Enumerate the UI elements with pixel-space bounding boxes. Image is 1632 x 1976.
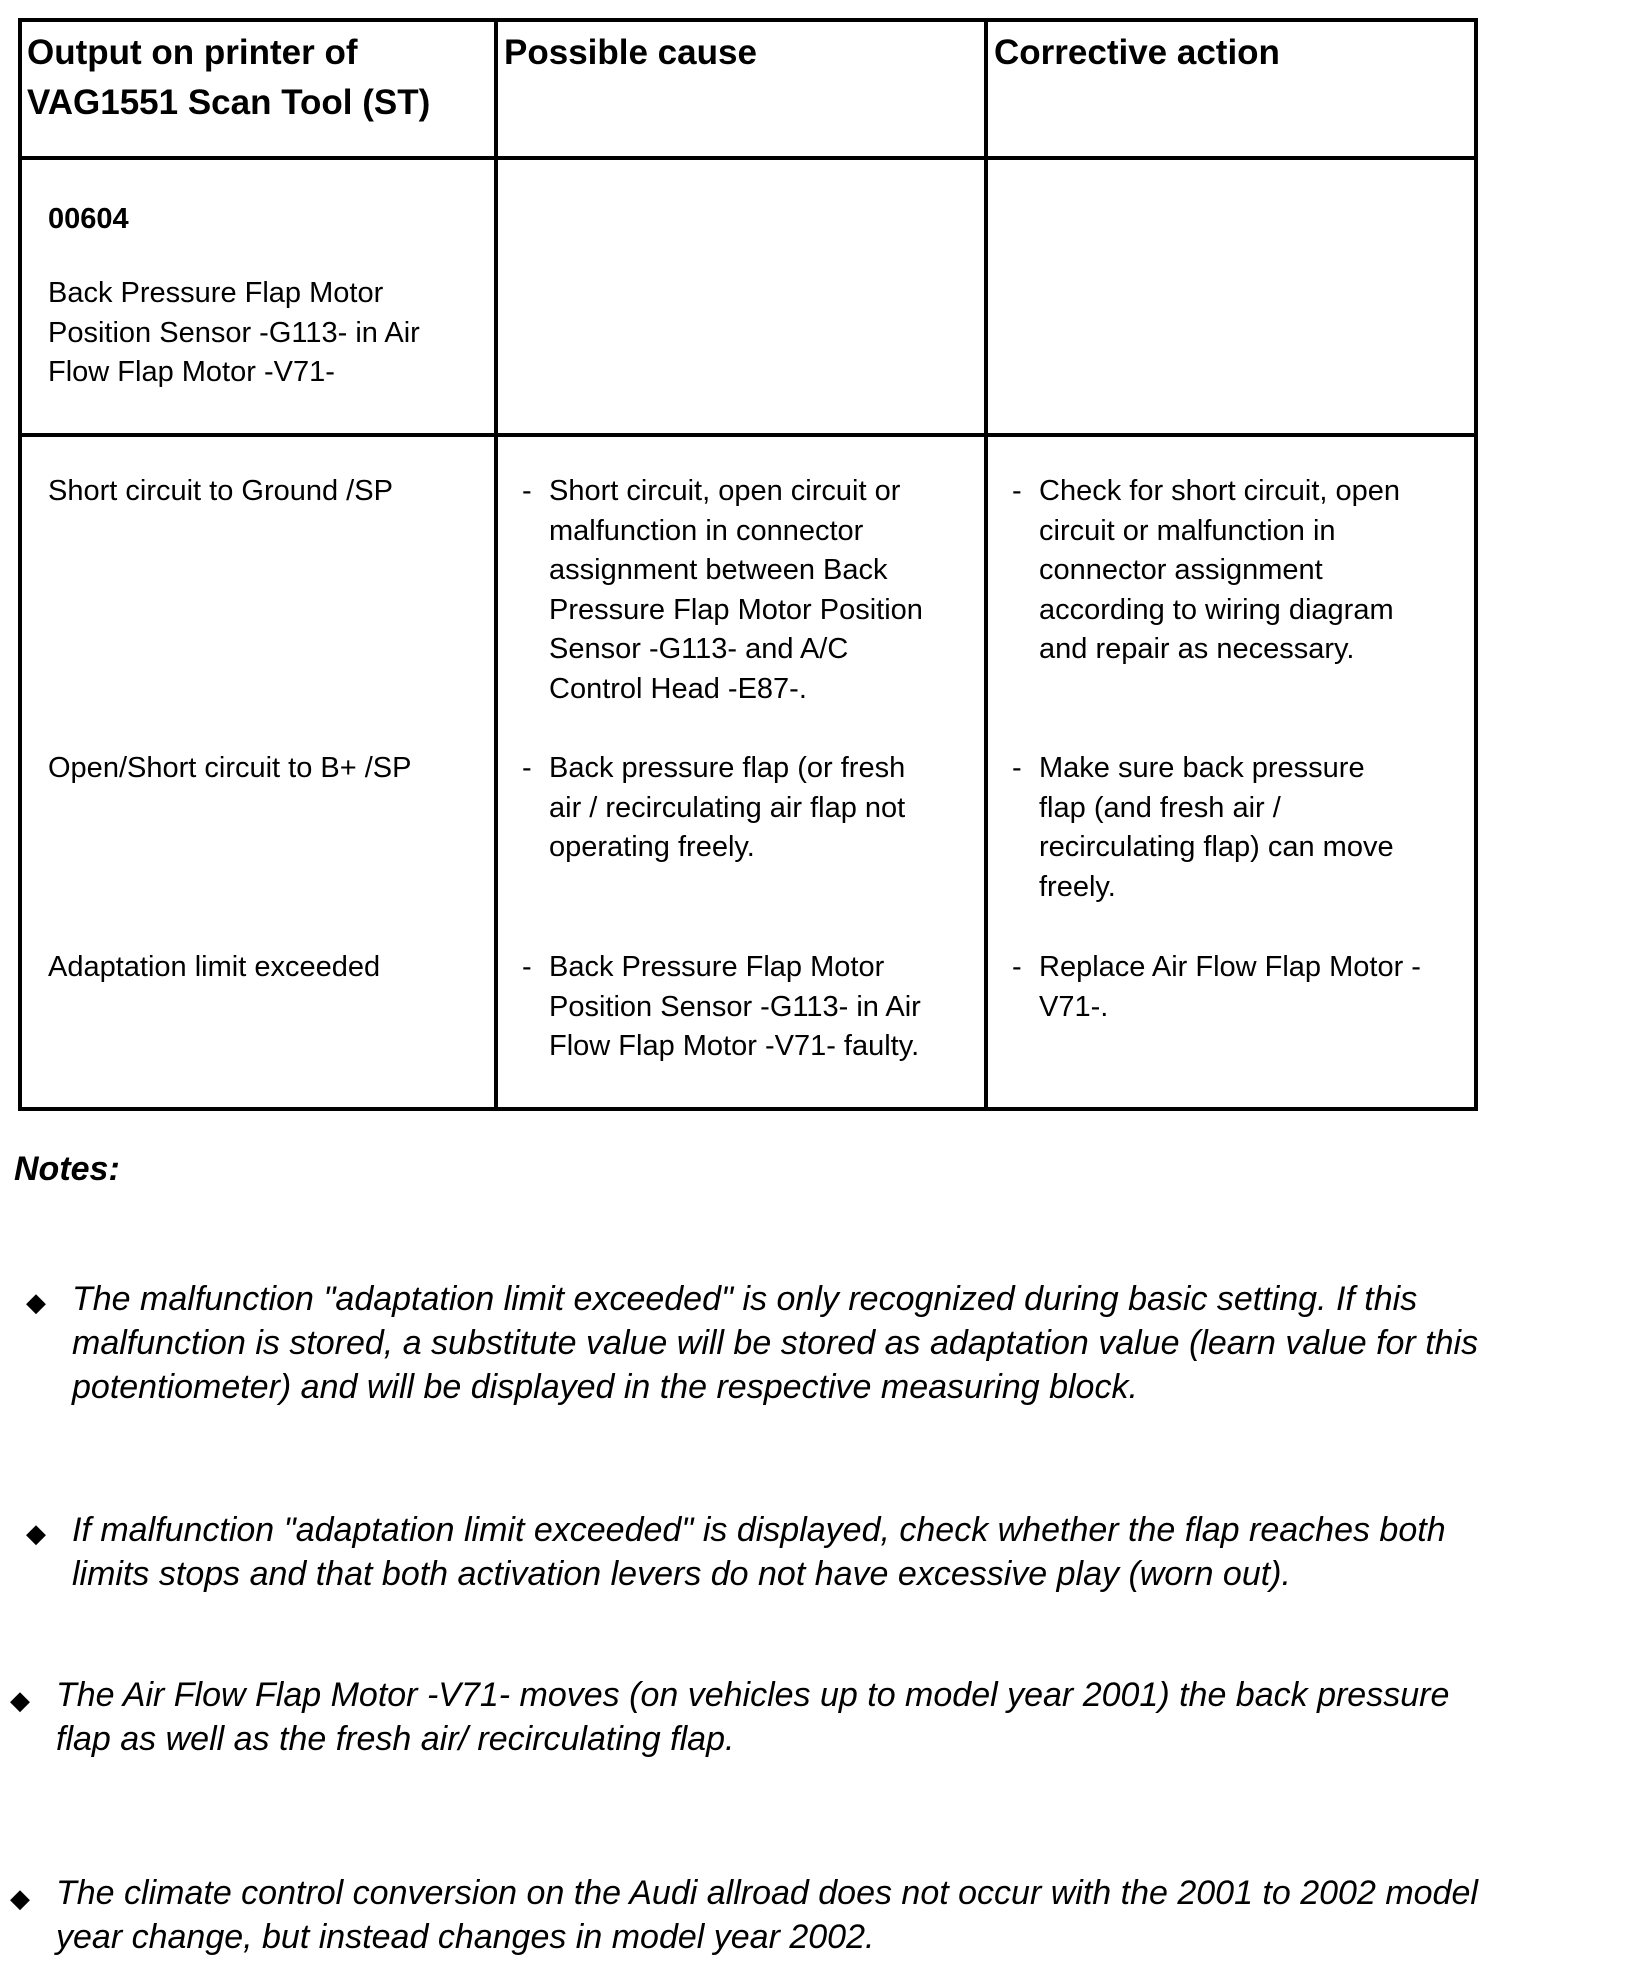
header-output-line: Output on printer of	[27, 33, 358, 72]
action-line: and repair as necessary.	[1039, 633, 1355, 665]
action-text	[1039, 948, 1459, 1027]
action-line: Check for short circuit, open	[1039, 475, 1401, 507]
cause-line: Back pressure flap (or fresh	[549, 752, 906, 784]
note-item	[56, 1673, 1596, 1761]
output-text: Adaptation limit exceeded	[48, 951, 381, 983]
output-text: Short circuit to Ground /SP	[48, 475, 393, 507]
diamond-bullet-icon: ◆	[10, 1685, 30, 1715]
action-line: flap (and fresh air /	[1039, 791, 1281, 824]
action-line: Make sure back pressure	[1039, 752, 1365, 784]
note-line: The climate control conversion on the Audi allroad does not occur with the 2001 to 2002 model	[56, 1874, 1478, 1912]
cause-line: Back Pressure Flap Motor	[549, 951, 885, 983]
action-line: circuit or malfunction in	[1039, 514, 1336, 547]
note-line: The malfunction "adaptation limit exceeded" is only recognized during basic setting. If this	[72, 1280, 1418, 1318]
dash-marker: -	[1012, 752, 1022, 784]
cause-line: Sensor -G113- and A/C	[549, 633, 849, 665]
dash-marker: -	[522, 752, 532, 784]
action-line: freely.	[1039, 870, 1116, 903]
dash-marker: -	[522, 475, 532, 507]
fault-code: 00604	[48, 203, 129, 235]
note-line: potentiometer) and will be displayed in the respective measuring block.	[72, 1368, 1138, 1406]
fault-name-line: Back Pressure Flap Motor	[48, 277, 384, 309]
diamond-bullet-icon: ◆	[26, 1518, 46, 1548]
notes-title: Notes:	[14, 1150, 120, 1188]
action-text	[1039, 472, 1459, 670]
diagnostic-table	[18, 18, 1478, 1111]
note-line: If malfunction "adaptation limit exceeded" is displayed, check whether the flap reaches both	[72, 1511, 1446, 1549]
dash-marker: -	[522, 951, 532, 983]
header-output-line: VAG1551 Scan Tool (ST)	[27, 83, 431, 122]
column-divider	[984, 22, 988, 1107]
cause-line: Short circuit, open circuit or	[549, 475, 901, 507]
fault-name-line: Position Sensor -G113- in Air	[48, 316, 420, 349]
dash-marker: -	[1012, 475, 1022, 507]
action-text	[1039, 749, 1459, 907]
output-text: Open/Short circuit to B+ /SP	[48, 752, 412, 784]
header-corrective-action: Corrective action	[994, 33, 1280, 72]
action-line: according to wiring diagram	[1039, 593, 1394, 626]
row-divider	[22, 433, 1474, 437]
note-item	[72, 1277, 1572, 1409]
action-line: V71-.	[1039, 990, 1109, 1023]
action-line: connector assignment	[1039, 554, 1323, 586]
dash-marker: -	[1012, 951, 1022, 983]
note-line: malfunction is stored, a substitute value will be stored as adaptation value (learn value for this	[72, 1324, 1479, 1362]
cause-line: Pressure Flap Motor Position	[549, 593, 923, 626]
note-line: year change, but instead changes in model year 2002.	[56, 1918, 875, 1956]
column-divider	[494, 22, 498, 1107]
diamond-bullet-icon: ◆	[26, 1287, 46, 1317]
action-line: Replace Air Flow Flap Motor -	[1039, 951, 1421, 983]
cause-line: Control Head -E87-.	[549, 672, 807, 705]
action-line: recirculating flap) can move	[1039, 831, 1394, 863]
cause-line: Flow Flap Motor -V71- faulty.	[549, 1030, 920, 1062]
cause-line: operating freely.	[549, 831, 755, 863]
fault-name-line: Flow Flap Motor -V71-	[48, 356, 335, 388]
cause-line: assignment between Back	[549, 554, 888, 586]
fault-name	[48, 274, 420, 393]
note-line: flap as well as the fresh air/ recirculating flap.	[56, 1720, 735, 1758]
cause-line: air / recirculating air flap not	[549, 791, 906, 824]
header-output	[27, 28, 430, 128]
cause-line: malfunction in connector	[549, 514, 864, 547]
note-line: limits stops and that both activation levers do not have excessive play (worn out).	[72, 1555, 1291, 1593]
note-item	[72, 1508, 1572, 1596]
row-divider	[22, 156, 1474, 160]
cause-text	[549, 749, 969, 868]
note-item	[56, 1871, 1616, 1959]
cause-text	[549, 472, 969, 709]
note-line: The Air Flow Flap Motor -V71- moves (on vehicles up to model year 2001) the back pressure	[56, 1676, 1450, 1714]
header-possible-cause: Possible cause	[504, 33, 757, 72]
cause-text	[549, 948, 969, 1067]
diamond-bullet-icon: ◆	[10, 1883, 30, 1913]
cause-line: Position Sensor -G113- in Air	[549, 990, 921, 1023]
